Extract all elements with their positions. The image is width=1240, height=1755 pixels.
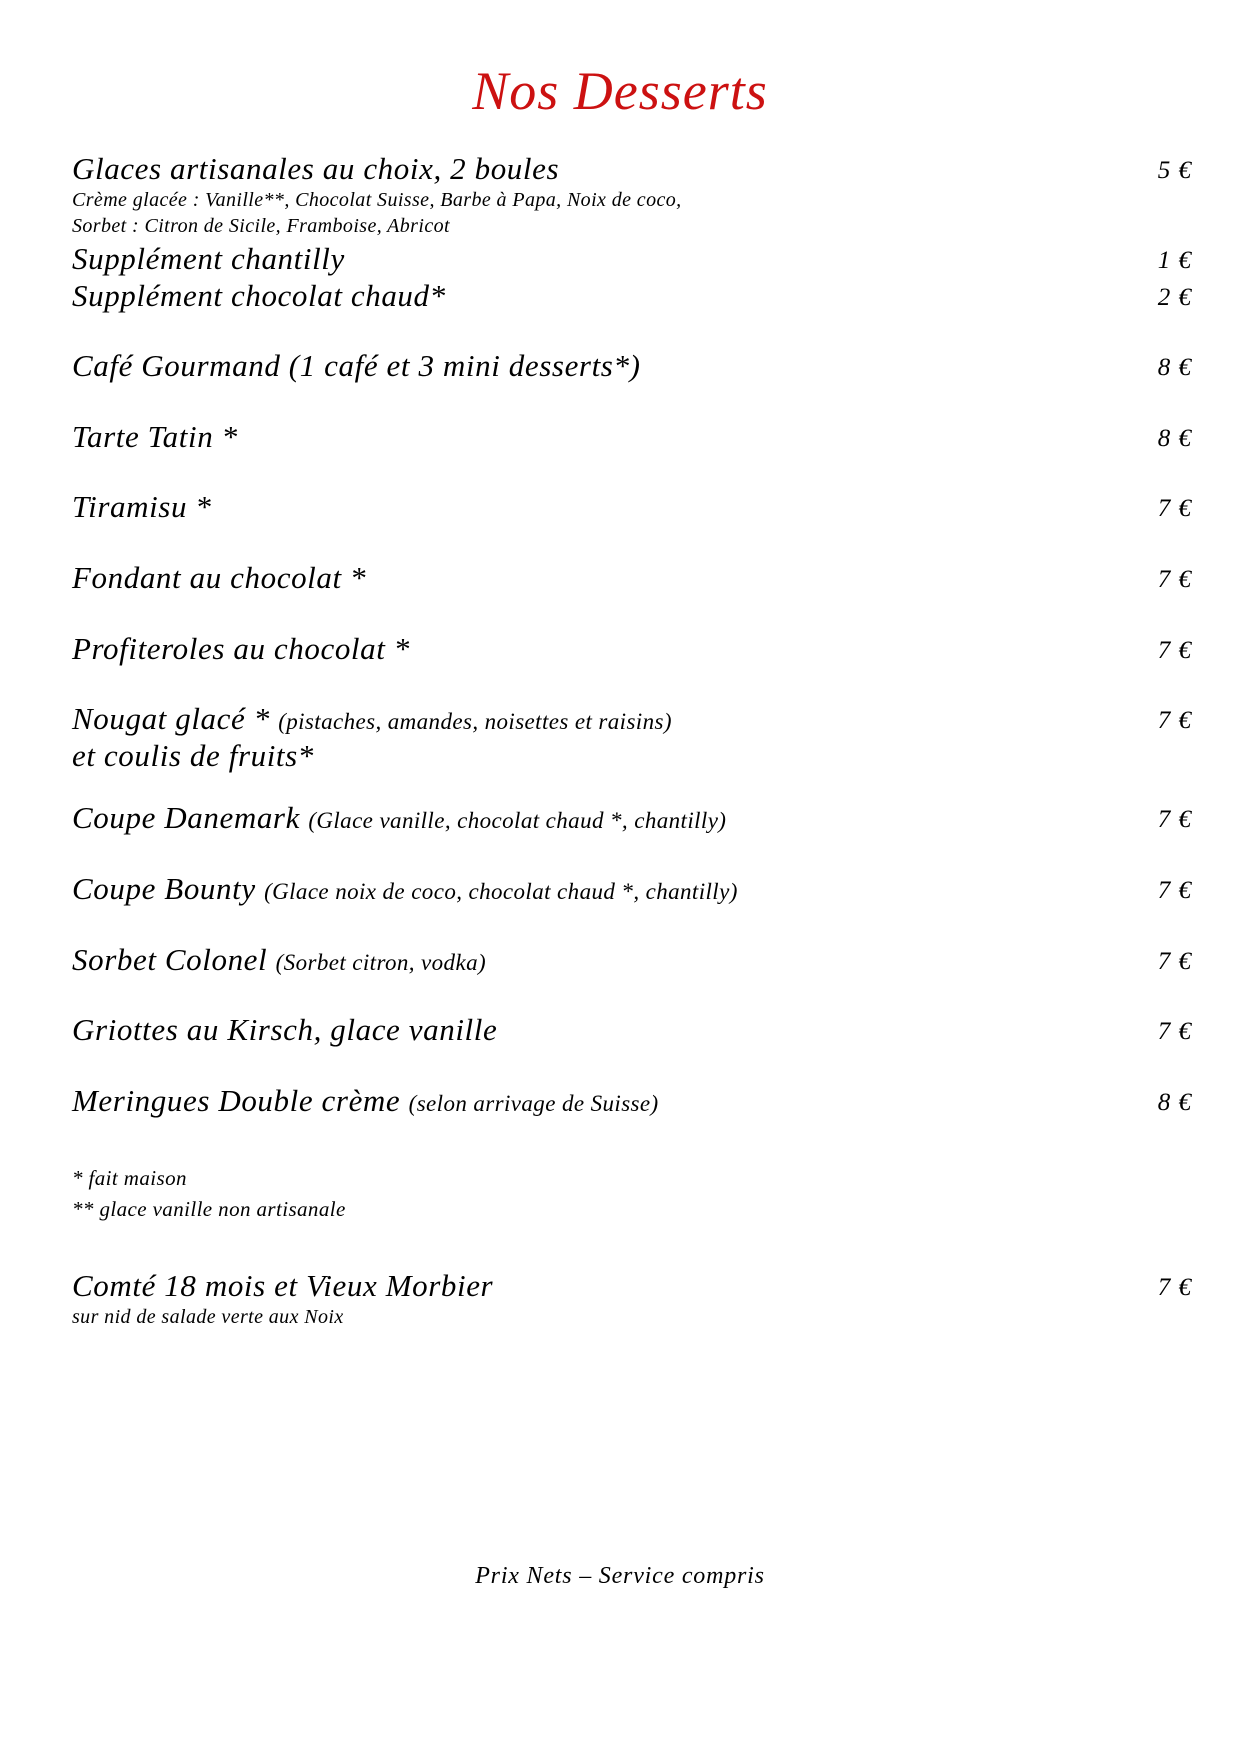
footer-text: Prix Nets – Service compris: [475, 1563, 765, 1589]
menu-item-coupe-danemark: [72, 800, 1192, 837]
footnote-glace-vanille: ** glace vanille non artisanale: [72, 1196, 346, 1221]
menu-item-sorbet-colonel: [72, 942, 1192, 979]
menu-item-name-line: [72, 871, 1072, 908]
spacer: [72, 385, 1192, 419]
spacer: [72, 978, 1192, 1012]
menu-list: [0, 121, 1240, 1330]
menu-item-comte-morbier: [72, 1268, 1192, 1330]
spacer: [72, 667, 1192, 701]
menu-item-text: [72, 1268, 1072, 1330]
menu-item-price: 7 €: [1157, 1274, 1192, 1302]
menu-item-name: Tiramisu *: [72, 489, 212, 525]
menu-item-note: (Glace noix de coco, chocolat chaud *, chantilly): [264, 878, 738, 904]
menu-item-text: [72, 489, 1072, 526]
spacer: [72, 837, 1192, 871]
spacer: [72, 597, 1192, 631]
spacer: [72, 526, 1192, 560]
menu-item-nougat-glace: [72, 701, 1192, 774]
spacer: [72, 455, 1192, 489]
menu-item-price: 7 €: [1157, 947, 1192, 975]
page-title: Nos Desserts: [472, 61, 768, 121]
menu-item-name-line: [72, 701, 1072, 738]
menu-item-price: 5 €: [1157, 157, 1192, 185]
page-footer: [0, 1505, 1240, 1755]
spacer: [72, 774, 1192, 800]
menu-item-name-continuation: et coulis de fruits*: [72, 737, 314, 773]
menu-item-name: Fondant au chocolat *: [72, 560, 367, 596]
menu-item-griottes-au-kirsch: [72, 1012, 1192, 1049]
footnote-fait-maison: * fait maison: [72, 1166, 187, 1191]
menu-item-name: Supplément chocolat chaud*: [72, 277, 446, 313]
menu-item-tiramisu: [72, 489, 1192, 526]
menu-item-name-line: [72, 1083, 1072, 1120]
menu-item-price: 7 €: [1157, 1018, 1192, 1046]
menu-item-text: [72, 871, 1072, 908]
menu-item-tarte-tatin: [72, 419, 1192, 456]
menu-item-price: 7 €: [1157, 806, 1192, 834]
spacer: [72, 908, 1192, 942]
menu-item-description-line-2: Sorbet : Citron de Sicile, Framboise, Abricot: [72, 214, 450, 237]
menu-item-name: Café Gourmand (1 café et 3 mini desserts*): [72, 348, 641, 384]
menu-item-name: Sorbet Colonel: [72, 941, 268, 977]
menu-item-text: [72, 241, 1072, 278]
menu-item-note: (Glace vanille, chocolat chaud *, chantilly): [308, 808, 727, 834]
menu-item-text: [72, 1083, 1072, 1120]
menu-item-price: 8 €: [1157, 354, 1192, 382]
menu-item-text: [72, 560, 1072, 597]
menu-item-price: 2 €: [1157, 283, 1192, 311]
menu-item-text: [72, 800, 1072, 837]
menu-item-fondant-au-chocolat: [72, 560, 1192, 597]
menu-item-name-line: [72, 942, 1072, 979]
menu-footnotes: [72, 1119, 1192, 1224]
menu-item-text: [72, 1012, 1072, 1049]
menu-item-name: Comté 18 mois et Vieux Morbier: [72, 1268, 494, 1304]
spacer: [72, 314, 1192, 348]
menu-item-note: (Sorbet citron, vodka): [275, 949, 487, 975]
menu-item-supplement-chantilly: [72, 241, 1192, 278]
menu-item-text: [72, 942, 1072, 979]
menu-item-meringues-double-creme: [72, 1083, 1192, 1120]
menu-item-name: Glaces artisanales au choix, 2 boules: [72, 151, 560, 187]
menu-item-text: [72, 701, 1072, 774]
menu-item-name: Nougat glacé *: [72, 701, 270, 737]
menu-item-name: Coupe Bounty: [72, 870, 256, 906]
menu-item-name-line: [72, 800, 1072, 837]
menu-item-note: (pistaches, amandes, noisettes et raisins): [278, 709, 672, 735]
menu-item-name: Tarte Tatin *: [72, 418, 238, 454]
menu-item-price: 7 €: [1157, 636, 1192, 664]
menu-item-price: 7 €: [1157, 707, 1192, 735]
cheese-section: [72, 1224, 1192, 1330]
menu-item-name: Griottes au Kirsch, glace vanille: [72, 1012, 498, 1048]
menu-item-coupe-bounty: [72, 871, 1192, 908]
menu-item-price: 7 €: [1157, 566, 1192, 594]
menu-item-name: Supplément chantilly: [72, 241, 345, 277]
menu-item-profiteroles-au-chocolat: [72, 631, 1192, 668]
menu-item-description: sur nid de salade verte aux Noix: [72, 1305, 344, 1328]
menu-item-note: (selon arrivage de Suisse): [408, 1090, 659, 1116]
menu-item-glaces-artisanales: [72, 151, 1192, 239]
menu-item-price: 7 €: [1157, 876, 1192, 904]
menu-item-price: 8 €: [1157, 424, 1192, 452]
menu-item-supplement-chocolat-chaud: [72, 278, 1192, 315]
menu-item-name: Coupe Danemark: [72, 800, 300, 836]
menu-item-text: [72, 151, 1072, 239]
menu-item-price: 1 €: [1157, 247, 1192, 275]
menu-item-cafe-gourmand: [72, 348, 1192, 385]
menu-item-price: 7 €: [1157, 495, 1192, 523]
menu-item-text: [72, 419, 1072, 456]
menu-item-text: [72, 631, 1072, 668]
menu-item-name: Profiteroles au chocolat *: [72, 630, 410, 666]
menu-item-text: [72, 348, 1072, 385]
menu-item-text: [72, 278, 1072, 315]
menu-item-name: Meringues Double crème: [72, 1082, 401, 1118]
menu-item-price: 8 €: [1157, 1088, 1192, 1116]
menu-item-description-line-1: Crème glacée : Vanille**, Chocolat Suisse, Barbe à Papa, Noix de coco,: [72, 188, 682, 211]
spacer: [72, 1049, 1192, 1083]
